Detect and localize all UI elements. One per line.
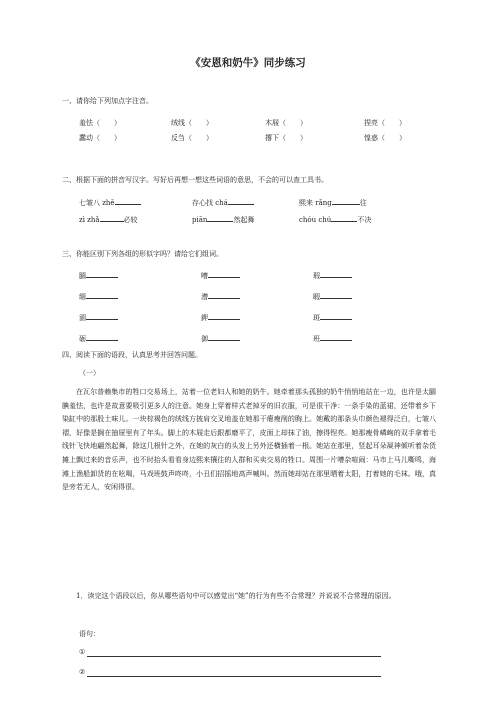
char-prompt: 砺 xyxy=(79,335,86,343)
char-prompt: 暇 xyxy=(313,293,320,301)
pinyin-suffix: 必较 xyxy=(123,216,138,224)
answer-blank[interactable] xyxy=(86,319,118,320)
pinyin-suffix: 往 xyxy=(359,199,367,207)
pinyin-item: 蠢动（ ） xyxy=(79,134,121,142)
pinyin-suffix: 然起舞 xyxy=(233,216,255,224)
char-prompt: 瑕 xyxy=(313,272,320,280)
char-prompt: 班 xyxy=(313,335,320,343)
page-title: 《安恩和奶牛》同步练习 xyxy=(190,57,306,69)
pinyin-suffix: 不决 xyxy=(357,216,372,224)
pinyin-item: 惶惑（ ） xyxy=(364,134,406,142)
pinyin-item: 反刍（ ） xyxy=(171,134,213,142)
answer-blank[interactable] xyxy=(100,221,124,222)
section-3-heading: 三、你能区别下列各组的形似字吗？请给它们组词。 xyxy=(62,250,223,258)
pinyin-prompt: chóu chú xyxy=(299,216,332,224)
answer-mark-1: ① xyxy=(79,648,86,656)
char-prompt: 腼 xyxy=(79,272,86,280)
answer-blank[interactable] xyxy=(208,277,240,278)
char-prompt: 湎 xyxy=(79,314,86,322)
section-4-heading: 四、阅读下面的语段，认真思考并回答问题。 xyxy=(62,351,202,359)
answer-blank[interactable] xyxy=(320,319,352,320)
char-prompt: 御 xyxy=(201,335,208,343)
pinyin-prompt: zì zhǎ xyxy=(79,216,100,224)
pinyin-item: 绒线（ ） xyxy=(171,119,213,127)
section-1-heading: 一、请你给下列加点字注音。 xyxy=(62,97,153,105)
pinyin-item: 捏亮（ ） xyxy=(364,119,406,127)
pinyin-prompt: 七皱八 zhě xyxy=(79,199,115,207)
answer-blank[interactable] xyxy=(86,340,118,341)
answer-blank[interactable] xyxy=(320,277,352,278)
char-prompt: 漕 xyxy=(201,293,208,301)
answer-blank[interactable] xyxy=(320,340,352,341)
section-2-heading: 二、根据下面的拼音写汉字。写好后再想一想这些词语的意思，不会的可以查工具书。 xyxy=(62,176,328,184)
pinyin-item: 木屐（ ） xyxy=(265,119,307,127)
answer-blank[interactable] xyxy=(228,204,254,205)
answer-blank[interactable] xyxy=(320,298,352,299)
pinyin-prompt: 熙来 rǎng xyxy=(299,199,332,207)
passage-part-label: （一） xyxy=(79,369,100,377)
pinyin-prompt: 存心找 chá xyxy=(192,199,228,207)
reading-passage: 在瓦尔普赖集市的牲口交易场上，站着一位老妇人和她的奶牛。她牵着那头孤独的奶牛悄悄地站在一边，也许是太腼腆羞怯，也许是故意要吸引更多人的注意。她身上穿着样式老掉牙的旧衣服，可是很干净：一条手染的蓝裙，还带着乡下染缸中的那股土味儿。一块棕褐色的绒线方披肩交叉地盖在她那干瘪瘦削的胸上。她戴的那条头巾颜色褪得泛白，七皱八褶，好像是搁在抽屉里有了年头。脚上的木屐走后跟都磨平了，皮面上却抹了油，擦得锃亮。她那瘦骨嶙峋的双手拿着毛线针飞快地翩然起舞，除这几根针之外，在她的灰白的头发上另外还横插着一根。她站在那里，竖起耳朵凝神倾听着杂货摊上飘过来的音乐声，也不时抬头看看身边熙来攘往的人群和买卖交易的牲口。周围一片嘈杂喧闹：马市上马儿嘶鸣，海滩上渔船卸货的在吆喝，马戏班鼓声咚咚，小丑们招摇地高声喊叫。然而她却站在那里晒着太阳，打着她的毛袜。哦，真是旁若无人，安闲得很。 xyxy=(62,388,436,492)
answer-blank[interactable] xyxy=(332,204,360,205)
answer-blank[interactable] xyxy=(115,204,141,205)
pinyin-prompt: piān xyxy=(192,216,208,224)
answer-mark-2: ② xyxy=(79,668,86,676)
answer-blank[interactable] xyxy=(86,298,118,299)
answer-line-1[interactable] xyxy=(87,648,381,657)
char-prompt: 斑 xyxy=(313,314,320,322)
answer-blank[interactable] xyxy=(86,277,118,278)
char-prompt: 嘈 xyxy=(201,272,208,280)
char-prompt: 缅 xyxy=(79,293,86,301)
answer-label: 语句： xyxy=(79,630,100,638)
answer-blank[interactable] xyxy=(208,319,240,320)
answer-blank[interactable] xyxy=(208,340,240,341)
pinyin-item: 撂下（ ） xyxy=(265,134,307,142)
answer-blank[interactable] xyxy=(208,298,240,299)
question-1: 1．读完这个语段以后，你从哪些语句中可以感觉出“她”的行为有些不合常理？并说说不合常理的原因。 xyxy=(76,592,396,600)
answer-blank[interactable] xyxy=(331,221,357,222)
answer-line-2[interactable] xyxy=(87,668,381,677)
answer-blank[interactable] xyxy=(207,221,233,222)
pinyin-item: 羞怯（ ） xyxy=(79,119,121,127)
char-prompt: 鉀 xyxy=(201,314,208,322)
